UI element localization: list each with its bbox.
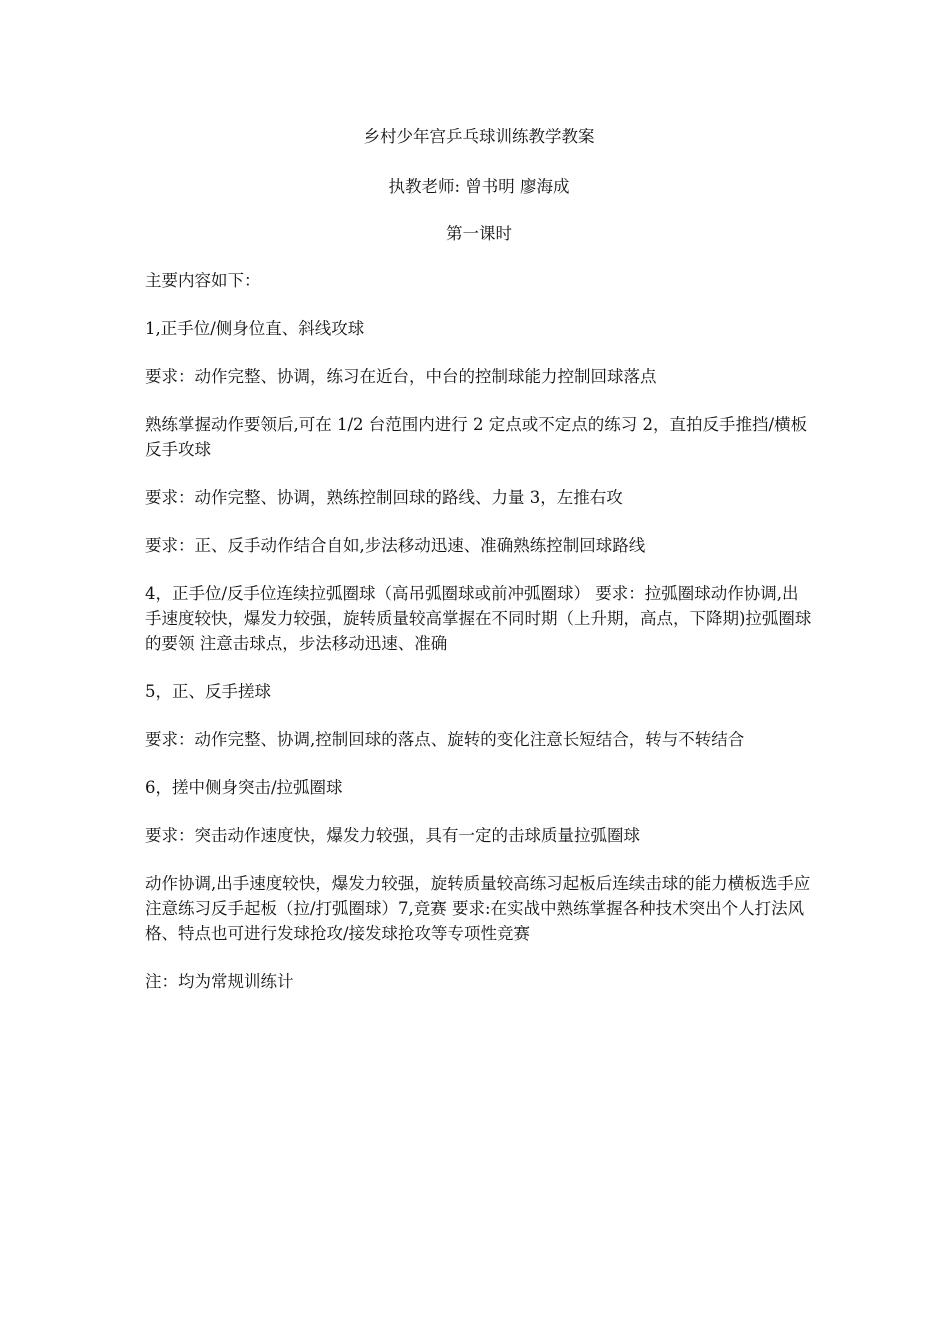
paragraph: 要求：动作完整、协调，熟练控制回球的路线、力量 3，左推右攻 (145, 488, 623, 507)
paragraph: 4，正手位/反手位连续拉弧圈球（高吊弧圈球或前冲弧圈球） 要求：拉弧圈球动作协调,出手速度较快，爆发力较强，旋转质量较高掌握在不同时期（上升期，高点，下降期)拉弧圈球的要领 注意击球点，步法移动迅速、准确 (145, 584, 812, 653)
paragraph: 动作协调,出手速度较快，爆发力较强，旋转质量较高练习起板后连续击球的能力横板选手应注意练习反手起板（拉/打弧圈球）7,竞赛 要求:在实战中熟练掌握各种技术突出个人打法风格、特点也可进行发球抢攻/接发球抢攻等专项性竞赛 (145, 874, 811, 943)
paragraph: 注：均为常规训练计 (145, 972, 294, 991)
document-title: 乡村少年宫乒乓球训练教学教案 (363, 127, 595, 146)
paragraph: 6，搓中侧身突击/拉弧圈球 (145, 778, 343, 797)
paragraph: 1,正手位/侧身位直、斜线攻球 (145, 319, 365, 338)
paragraph: 要求：动作完整、协调,控制回球的落点、旋转的变化注意长短结合，转与不转结合 (145, 730, 745, 749)
teachers-line: 执教老师: 曾书明 廖海成 (388, 177, 570, 196)
paragraph: 要求：正、反手动作结合自如,步法移动迅速、准确熟练控制回球路线 (145, 536, 646, 555)
paragraph: 要求：动作完整、协调，练习在近台，中台的控制球能力控制回球落点 (145, 367, 657, 386)
paragraph: 熟练掌握动作要领后,可在 1/2 台范围内进行 2 定点或不定点的练习 2，直拍反手推挡/横板反手攻球 (145, 415, 808, 459)
paragraph: 要求：突击动作速度快，爆发力较强，具有一定的击球质量拉弧圈球 (145, 826, 640, 845)
document-body (145, 124, 813, 1017)
lesson-heading: 第一课时 (446, 224, 512, 243)
paragraph: 5，正、反手搓球 (145, 682, 271, 701)
paragraph: 主要内容如下： (145, 271, 261, 290)
